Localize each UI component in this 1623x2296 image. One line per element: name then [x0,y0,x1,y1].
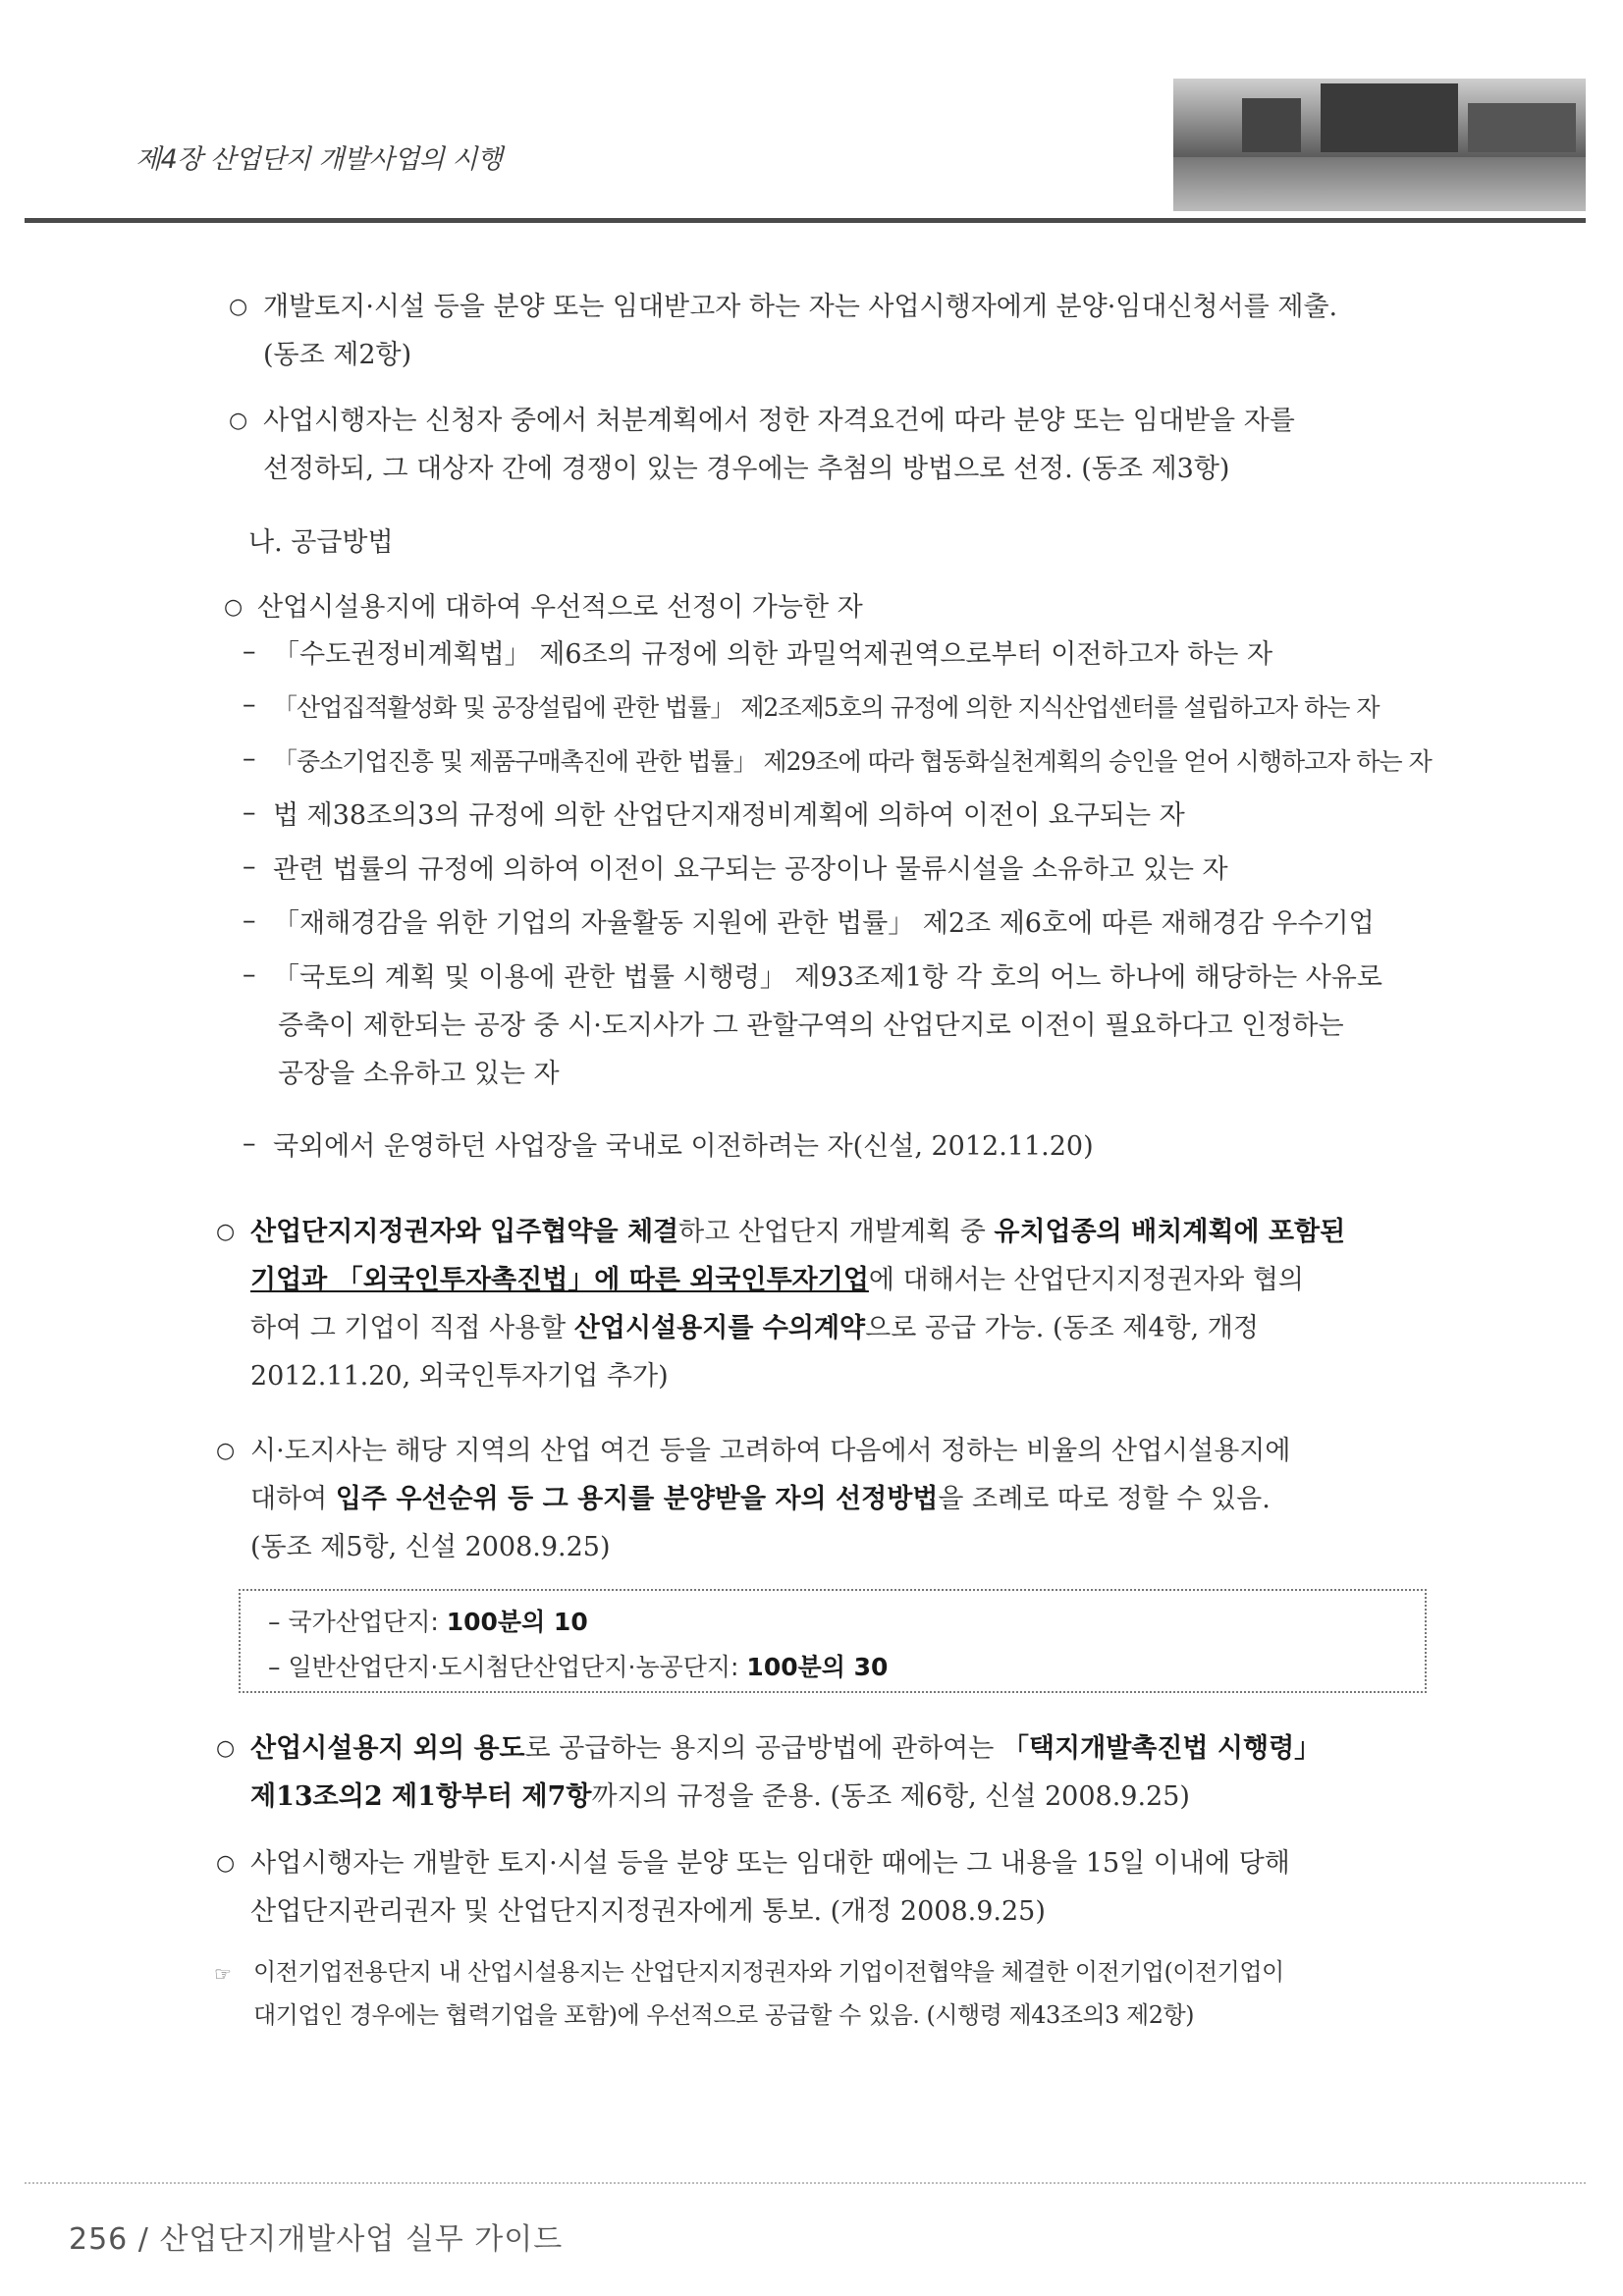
footer-divider [25,2182,1586,2184]
dash-marker: – [243,851,256,882]
paragraph-text: 산업단지관리권자 및 산업단지지정권자에게 통보. (개정 2008.9.25) [250,1896,1046,1927]
ratio-line: – 국가산업단지: 100분의 10 [268,1608,588,1636]
paragraph-text: 시·도지사는 해당 지역의 산업 여건 등을 고려하여 다음에서 정하는 비율의 산업시설용지에 [250,1436,1291,1466]
paragraph-text: 산업시설용지 외의 용도로 공급하는 용지의 공급방법에 관하여는 「택지개발촉진법 시행령」 [250,1733,1322,1764]
dash-marker: – [243,905,256,936]
emphasis-text: 입주 우선순위 등 그 용지를 분양받을 자의 선정방법 [335,1484,939,1514]
list-item: 「재해경감을 위한 기업의 자율활동 지원에 관한 법률」 제2조 제6호에 따른 재해경감 우수기업 [273,908,1375,939]
header-photo [1173,79,1586,211]
ratio-line: – 일반산업단지·도시첨단산업단지·농공단지: 100분의 30 [268,1653,889,1681]
chapter-title: 제4장 산업단지 개발사업의 시행 [135,144,503,175]
paragraph-text: 산업단지지정권자와 입주협약을 체결하고 산업단지 개발계획 중 유치업종의 배치계획에 포함된 [250,1217,1346,1247]
note-text: 대기업인 경우에는 협력기업을 포함)에 우선적으로 공급할 수 있음. (시행령 제43조의3 제2항) [253,2001,1195,2029]
paragraph-text: 산업시설용지에 대하여 우선적으로 선정이 가능한 자 [257,592,863,623]
emphasis-text: 산업시설용지를 수의계약 [573,1313,866,1343]
bullet-marker: ○ [216,1736,236,1761]
bullet-marker: ○ [216,1220,236,1244]
note-pointer-icon: ☞ [214,1962,232,1986]
paragraph-text: (동조 제5항, 신설 2008.9.25) [250,1532,611,1562]
bullet-marker: ○ [229,409,248,433]
bullet-marker: ○ [216,1439,236,1463]
list-item: 공장을 소유하고 있는 자 [278,1059,560,1089]
list-item: 증축이 제한되는 공장 중 시·도지사가 그 관할구역의 산업단지로 이전이 필요하다고 인정하는 [278,1011,1344,1041]
paragraph-text: 기업과 「외국인투자촉진법」에 따른 외국인투자기업에 대해서는 산업단지지정권자와 협의 [250,1265,1304,1295]
emphasis-text: 유치업종의 배치계획에 포함된 [994,1217,1346,1247]
list-item: 「국토의 계획 및 이용에 관한 법률 시행령」 제93조제1항 각 호의 어느 하나에 해당하는 사유로 [273,962,1382,993]
emphasis-text: 기업과 「외국인투자촉진법」에 따른 외국인투자기업 [250,1265,869,1295]
paragraph-text: 선정하되, 그 대상자 간에 경쟁이 있는 경우에는 추첨의 방법으로 선정. (동조 제3항) [263,454,1230,484]
list-item: 「산업집적활성화 및 공장설립에 관한 법률」 제2조제5호의 규정에 의한 지식산업센터를 설립하고자 하는 자 [273,693,1380,722]
dash-marker: – [243,743,256,774]
note-text: 이전기업전용단지 내 산업시설용지는 산업단지지정권자와 기업이전협약을 체결한 이전기업(이전기업이 [253,1958,1284,1986]
emphasis-text: 산업단지지정권자와 입주협약을 체결 [250,1217,679,1247]
dash-marker: – [243,689,256,720]
dash-marker: – [243,959,256,990]
paragraph-text: 사업시행자는 개발한 토지·시설 등을 분양 또는 임대한 때에는 그 내용을 15일 이내에 당해 [250,1848,1290,1879]
page-header [0,0,1623,236]
list-item: 「수도권정비계획법」 제6조의 규정에 의한 과밀억제권역으로부터 이전하고자 하는 자 [273,639,1273,670]
list-item: 「중소기업진흥 및 제품구매촉진에 관한 법률」 제29조에 따라 협동화실천계획의 승인을 얻어 시행하고자 하는 자 [273,747,1432,776]
header-divider [25,218,1586,223]
paragraph-text: 제13조의2 제1항부터 제7항까지의 규정을 준용. (동조 제6항, 신설 2008.9.25) [250,1781,1190,1812]
section-heading: 나. 공급방법 [248,527,394,558]
ratio-box [239,1589,1427,1693]
paragraph-text: (동조 제2항) [263,340,412,370]
paragraph-text: 개발토지·시설 등을 분양 또는 임대받고자 하는 자는 사업시행자에게 분양·임대신청서를 제출. [263,292,1338,322]
emphasis-text: 산업시설용지 외의 용도 [250,1733,525,1764]
paragraph-text: 사업시행자는 신청자 중에서 처분계획에서 정한 자격요건에 따라 분양 또는 임대받을 자를 [263,406,1295,436]
bullet-marker: ○ [229,295,248,319]
paragraph-text: 2012.11.20, 외국인투자기업 추가) [250,1361,669,1392]
list-item: 관련 법률의 규정에 의하여 이전이 요구되는 공장이나 물류시설을 소유하고 있는 자 [273,854,1228,885]
bullet-marker: ○ [216,1851,236,1876]
list-item: 법 제38조의3의 규정에 의한 산업단지재정비계획에 의하여 이전이 요구되는 자 [273,800,1185,831]
list-item: 국외에서 운영하던 사업장을 국내로 이전하려는 자(신설, 2012.11.20) [273,1131,1094,1162]
dash-marker: – [243,1128,256,1159]
paragraph-text: 대하여 입주 우선순위 등 그 용지를 분양받을 자의 선정방법을 조례로 따로 정할 수 있음. [250,1484,1271,1514]
emphasis-text: 제13조의2 제1항부터 제7항 [250,1781,592,1812]
paragraph-text: 하여 그 기업이 직접 사용할 산업시설용지를 수의계약으로 공급 가능. (동조 제4항, 개정 [250,1313,1259,1343]
dash-marker: – [243,636,256,667]
bullet-marker: ○ [224,595,243,620]
dash-marker: – [243,797,256,828]
page-footer: 256 / 산업단지개발사업 실무 가이드 [69,2222,564,2257]
emphasis-text: 「택지개발촉진법 시행령」 [1001,1733,1322,1764]
